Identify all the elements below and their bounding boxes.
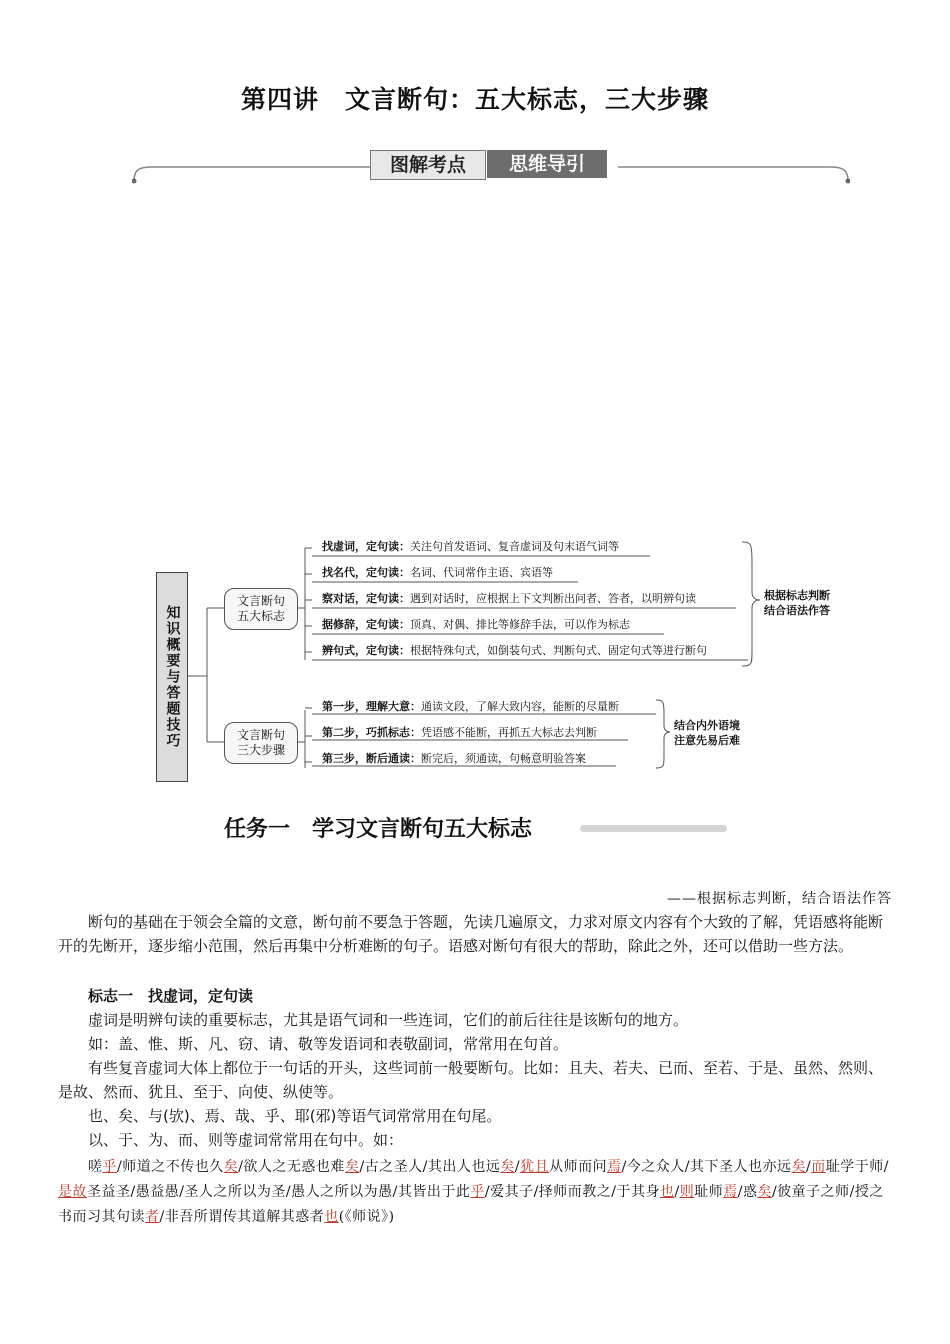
- mindmap-marks-note: 根据标志判断 结合语法作答: [764, 589, 830, 617]
- section-subtitle: ——根据标志判断，结合语法作答: [667, 891, 892, 907]
- example-text-segment: 嗟: [88, 1159, 103, 1175]
- page-title: 第四讲 文言断句：五大标志，三大步骤: [240, 85, 709, 114]
- mindmap-node-three-steps: [224, 722, 298, 764]
- mark1-heading: 标志一 找虚词，定句读: [88, 987, 254, 1005]
- example-text-segment: 圣益圣/愚益愚/圣人之所以为圣/愚人之所以为愚/其皆出于此: [87, 1184, 471, 1200]
- node-label-line1: 文言断句: [236, 728, 285, 742]
- mindmap-node-five-marks: [224, 588, 298, 630]
- example-text-segment: (《师说》): [338, 1209, 395, 1225]
- highlighted-function-word: 也: [324, 1209, 339, 1225]
- example-text-segment: 从师而问: [549, 1159, 608, 1175]
- mindmap-leaf-mark-2: 找名代，定句读：名词、代词常作主语、宾语等: [322, 566, 553, 579]
- highlighted-function-word: 乎: [470, 1184, 485, 1200]
- example-text-segment: /: [806, 1159, 812, 1175]
- node-label-line2: 五大标志: [236, 609, 285, 623]
- task-title: 任务一 学习文言断句五大标志: [224, 817, 533, 842]
- mindmap-leaf-mark-5: 辨句式，定句读：根据特殊句式，如倒装句式、判断句式、固定句式等进行断句: [322, 644, 707, 657]
- example-passage: [58, 1155, 894, 1230]
- mindmap-leaf-mark-3: 察对话，定句读：遇到对话时，应根据上下文判断出问者、答者，以明辨句读: [322, 592, 696, 605]
- mindmap-leaf-mark-4: 据修辞，定句读：顶真、对偶、排比等修辞手法，可以作为标志: [322, 618, 630, 631]
- highlighted-function-word: 犹且: [520, 1159, 550, 1175]
- highlighted-function-word: 矣: [223, 1159, 239, 1175]
- highlighted-function-word: 焉: [607, 1159, 622, 1175]
- example-text-segment: /爱其子/择师而教之/于其身: [484, 1184, 661, 1200]
- node-label-line1: 文言断句: [236, 594, 285, 608]
- paragraph-1: 虚词是明辨句读的重要标志，尤其是语气词和一些连词，它们的前后往往是该断句的地方。: [88, 1011, 689, 1029]
- example-text-segment: /惑: [737, 1184, 758, 1200]
- example-text-segment: /古之圣人/其出人也远: [359, 1159, 501, 1175]
- mindmap-leaf-step-2: 第二步，巧抓标志：凭语感不能断，再抓五大标志去判断: [322, 726, 597, 739]
- highlighted-function-word: 则: [679, 1184, 695, 1200]
- highlighted-function-word: 矣: [791, 1159, 807, 1175]
- highlighted-function-word: 也: [660, 1184, 675, 1200]
- highlighted-function-word: 矣: [500, 1159, 515, 1175]
- banner-tab-diagram: 图解考点: [370, 150, 486, 180]
- example-text-segment: /师道之不传也久: [117, 1159, 224, 1175]
- intro-paragraph: 断句的基础在于领会全篇的文意，断句前不要急于答题，先读几遍原文，力求对原文内容有个大致的了解，凭语感将能断开的先断开，逐步缩小范围，然后再集中分析难断的句子。语感对断句有很大的帮助，除此之外，还可以借助一些方法。: [58, 913, 884, 955]
- example-text-segment: /欲人之无惑也难: [238, 1159, 345, 1175]
- mindmap-leaf-mark-1: 找虚词，定句读：关注句首发语词、复音虚词及句末语气词等: [322, 540, 619, 553]
- example-text-segment: /非吾所谓传其道解其惑者: [159, 1209, 325, 1225]
- paragraph-3: 有些复音虚词大体上都位于一句话的开头，这些词前一般要断句。比如：且夫、若夫、已而、至若、于是、虽然、然则、是故、然而、犹且、至于、向使、纵使等。: [58, 1059, 884, 1101]
- paragraph-4: 也、矣、与(欤)、焉、哉、乎、耶(邪)等语气词常常用在句尾。: [88, 1107, 502, 1125]
- highlighted-function-word: 矣: [344, 1159, 360, 1175]
- paragraph-5: 以、于、为、而、则等虚词常常用在句中。如：: [88, 1131, 404, 1149]
- node-label-line2: 三大步骤: [236, 743, 285, 757]
- mindmap-leaf-step-3: 第三步，断后通读：断完后，须通读，句畅意明验答案: [322, 752, 586, 765]
- example-text-segment: /: [514, 1159, 521, 1175]
- example-text-segment: /今之众人/其下圣人也亦远: [621, 1159, 792, 1175]
- example-text-segment: 耻师: [694, 1184, 724, 1200]
- highlighted-function-word: 焉: [723, 1184, 738, 1200]
- task-title-bar: [580, 825, 727, 832]
- paragraph-2: 如：盖、惟、斯、凡、窃、请、敬等发语词和表敬副词，常常用在句首。: [88, 1035, 569, 1053]
- example-text-segment: /彼童子之师/授之书而习其句读: [58, 1184, 884, 1225]
- example-text-segment: 耻学于师/: [825, 1159, 889, 1175]
- banner-tab-guide: 思维导引: [487, 150, 607, 178]
- example-text-segment: /: [674, 1184, 680, 1200]
- mindmap-steps-note: 结合内外语境 注意先易后难: [674, 719, 740, 747]
- highlighted-function-word: 者: [145, 1209, 160, 1225]
- mindmap-leaf-step-1: 第一步，理解大意：通读文段，了解大致内容，能断的尽量断: [322, 700, 619, 713]
- highlighted-function-word: 矣: [757, 1184, 772, 1200]
- highlighted-function-word: 而: [811, 1159, 826, 1175]
- mindmap-root: 知识概要与答题技巧: [156, 572, 188, 782]
- highlighted-function-word: 是故: [58, 1184, 87, 1200]
- highlighted-function-word: 乎: [102, 1159, 117, 1175]
